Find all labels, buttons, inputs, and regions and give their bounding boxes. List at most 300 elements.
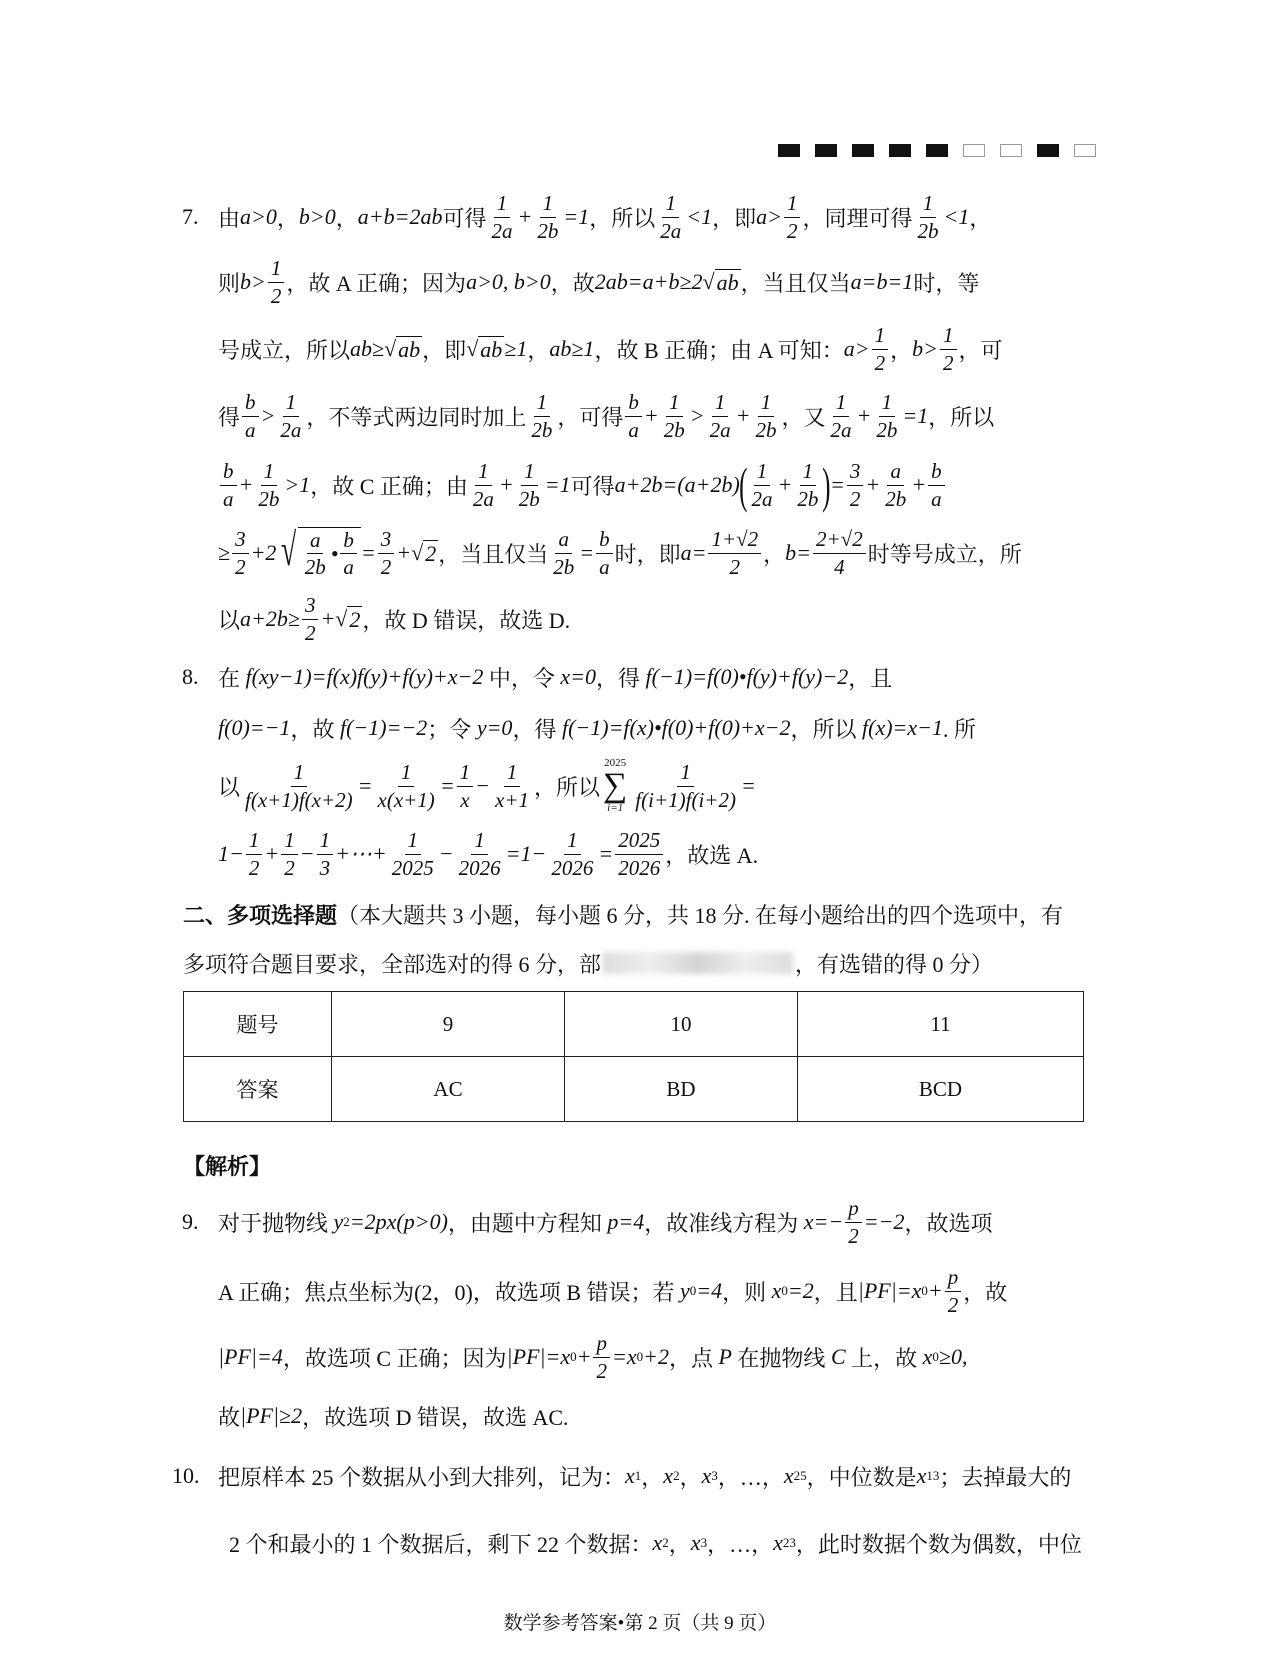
fraction-numerator: 1 [246, 828, 263, 854]
math-base: x [652, 1530, 663, 1555]
math-subscript [663, 1463, 679, 1489]
math-expression: |PF|=4 [218, 1344, 283, 1369]
fraction-denominator: x+1 [495, 787, 530, 812]
fraction-numerator: 1 [317, 828, 334, 854]
square-root [276, 523, 360, 579]
fraction-wrap [373, 760, 440, 811]
fraction-numerator: 1 [405, 828, 422, 854]
fraction-wrap [300, 593, 321, 644]
math-expression: + [498, 472, 514, 497]
table-cell: 11 [798, 992, 1084, 1057]
square-root [466, 336, 504, 363]
fraction-denominator: 2 [270, 283, 282, 308]
text-line [218, 455, 1102, 515]
text-run: ，故 D 错误，故选 D. [362, 607, 571, 633]
fraction-numerator: p [593, 1331, 610, 1357]
radicand: ab [480, 336, 503, 362]
fraction-denominator: 2 [947, 1292, 959, 1317]
fraction-wrap [240, 390, 261, 441]
math-expression: − [299, 841, 315, 866]
fraction [813, 527, 866, 578]
text-run: ，当且仅当 [740, 270, 851, 296]
math-subscript [691, 1530, 707, 1556]
fraction-numerator: b [928, 459, 945, 485]
text-run: ，同理可得 [802, 205, 913, 231]
math-expression: + [777, 472, 793, 497]
math-expression: a+2b≥ [240, 606, 300, 631]
math-expression: + [238, 472, 254, 497]
fraction [632, 760, 739, 811]
math-expression: ≥ [218, 540, 231, 565]
fraction-denominator: 2026 [551, 855, 594, 880]
empty-marker-block [1074, 144, 1096, 157]
math-expression: + [643, 403, 659, 428]
fraction-denominator: 2a [830, 417, 852, 442]
fraction [457, 760, 474, 811]
fraction-numerator: 1 [268, 256, 285, 282]
fraction-wrap [613, 828, 665, 879]
text-run: 以 [218, 607, 241, 633]
subscript: 0 [689, 1283, 697, 1298]
fraction-denominator: 4 [834, 554, 845, 579]
fraction-denominator: 2b [518, 486, 540, 511]
math-expression: ab≥ [350, 336, 385, 361]
big-parenthesis [822, 457, 831, 513]
fraction-denominator: 2a [280, 417, 302, 442]
fraction [752, 390, 779, 441]
fraction [708, 527, 761, 578]
subscript: 13 [926, 1468, 940, 1483]
fraction [340, 528, 357, 579]
text-run: ，则 [722, 1279, 772, 1305]
fraction-numerator: b [242, 390, 259, 416]
table-cell: BD [565, 1057, 798, 1122]
math-expression: <1 [943, 204, 970, 229]
math-expression: a=b=1 [850, 269, 914, 294]
fraction-wrap [706, 527, 763, 578]
text-run: ，所以 [589, 205, 656, 231]
fraction [516, 459, 543, 510]
fraction-wrap [468, 459, 499, 510]
fraction-wrap [279, 828, 300, 879]
fraction-denominator: 2026 [618, 855, 661, 880]
fraction-denominator: 2 [729, 554, 741, 579]
text-line [218, 698, 1102, 758]
fraction [232, 527, 249, 578]
fraction [470, 459, 497, 510]
fraction-wrap [526, 390, 557, 441]
text-run: 可得 [570, 473, 615, 499]
fraction [268, 256, 285, 307]
fraction [220, 459, 237, 510]
fraction-denominator: 2 [849, 486, 861, 511]
math-expression: a>0, b>0 [466, 269, 551, 294]
text-run: ，当且仅当 [438, 541, 549, 567]
fraction-wrap [275, 390, 306, 441]
fraction-denominator: 2025 [391, 855, 434, 880]
fraction-numerator: 1 [521, 459, 538, 485]
math-base: x [916, 1463, 927, 1488]
fraction-denominator: 2 [248, 855, 260, 880]
fraction-numerator: 1 [940, 323, 957, 349]
math-expression: |PF|= [857, 1278, 912, 1303]
math-expression: = [357, 773, 373, 798]
fraction-denominator: 2b [531, 417, 553, 442]
text-run: ，…， [707, 1531, 774, 1557]
table-row [184, 992, 1084, 1057]
fraction-denominator: 2b [304, 555, 326, 579]
fraction-wrap [705, 390, 736, 441]
fraction [302, 528, 329, 579]
math-base: x [625, 1463, 635, 1488]
fraction-numerator: 1 [534, 390, 551, 416]
math-expression: f(−1)=f(0)•f(y)+f(y)−2 [645, 664, 849, 689]
fraction [828, 390, 855, 441]
fraction-numerator: 1 [754, 459, 771, 485]
fraction [492, 760, 532, 811]
math-subscript [912, 1278, 928, 1304]
radical-sign-icon: √ [411, 539, 424, 565]
math-expression: C [830, 1344, 846, 1369]
text-run: ，…， [717, 1464, 784, 1490]
math-subscript [923, 1344, 939, 1370]
fraction [657, 191, 684, 242]
text-run: 中，令 [483, 665, 561, 691]
sigma-icon: ∑ [603, 767, 628, 804]
question-number: 7. [182, 204, 199, 229]
fraction-numerator: 3 [302, 593, 319, 619]
math-expression: f(0)=−1 [218, 715, 291, 740]
table-cell: AC [332, 1057, 565, 1122]
fraction-wrap [218, 459, 239, 510]
fraction-numerator: 1 [666, 390, 683, 416]
fraction [281, 828, 298, 879]
fraction-denominator: 2b [885, 486, 907, 511]
superscript: 2 [343, 1214, 350, 1229]
summation-lower: i=1 [607, 802, 624, 814]
fraction-denominator: a [223, 486, 234, 511]
fraction-numerator: 1 [800, 459, 817, 485]
text-run: ，又 [781, 404, 826, 430]
fraction-wrap [548, 527, 579, 578]
fraction-numerator: 1 [398, 760, 415, 786]
text-run: ，由题中方程知 [447, 1210, 608, 1236]
fraction-numerator: 1 [564, 828, 581, 854]
text-run: ， [763, 541, 786, 567]
fraction-denominator: 2a [709, 417, 731, 442]
text-run: 多项符合题目要求，全部选对的得 6 分，部 [183, 951, 602, 977]
fraction-numerator: 3 [232, 527, 249, 553]
page-footer: 数学参考答案•第 2 页（共 9 页） [503, 1613, 777, 1634]
fraction-wrap [782, 191, 803, 242]
subscript: 0 [636, 1349, 644, 1364]
fraction-denominator: 2 [848, 1223, 859, 1248]
fraction-wrap [871, 390, 902, 441]
text-line [218, 386, 1102, 446]
fraction-numerator: 3 [378, 527, 395, 553]
fraction-wrap [490, 760, 534, 811]
fraction-denominator: 2 [943, 350, 954, 375]
math-expression: − [438, 841, 454, 866]
math-expression: x=− [803, 1209, 844, 1234]
fraction-numerator: 1 [261, 459, 278, 485]
math-base: y [333, 1209, 344, 1234]
math-expression: + [856, 403, 872, 428]
fraction [882, 459, 909, 510]
math-expression: 1− [218, 841, 244, 866]
multiply-dot-icon: • [330, 540, 339, 566]
subscript: 25 [793, 1468, 807, 1483]
fraction [707, 390, 734, 441]
empty-marker-block [963, 144, 985, 157]
radicand: ab [398, 336, 421, 362]
fraction-denominator: 2 [380, 554, 392, 579]
summation-wrap [600, 758, 630, 814]
math-subscript [627, 1344, 643, 1370]
text-line [218, 252, 1102, 312]
fraction-denominator: 2b [663, 417, 685, 442]
math-base: x [911, 1278, 922, 1303]
fraction [242, 760, 356, 811]
fraction-wrap [240, 760, 358, 811]
fraction-numerator: 1 [712, 390, 729, 416]
text-run: ， [276, 205, 299, 231]
text-run: 时等号成立，所 [867, 541, 1022, 567]
fraction-wrap [244, 828, 265, 879]
square-root [411, 540, 438, 567]
math-expression: = [579, 540, 595, 565]
math-expression: = [830, 472, 845, 497]
subscript: 0 [921, 1283, 928, 1298]
math-expression: |PF|= [506, 1344, 561, 1369]
text-line [218, 1327, 1102, 1387]
text-run: 故 [218, 1404, 241, 1430]
math-subscript [560, 1344, 576, 1370]
math-expression: y=0 [476, 715, 513, 740]
text-run: 把原样本 25 个数据从小到大排列，记为： [218, 1464, 626, 1490]
text-run: 对于抛物线 [218, 1210, 334, 1236]
fraction-denominator: 2b [553, 554, 575, 579]
fraction-numerator: 1 [758, 390, 775, 416]
fraction-denominator: a [245, 417, 256, 442]
math-expression: f(−1)=f(x)•f(0)+f(0)+x−2 [561, 715, 791, 740]
math-expression: f(xy−1)=f(x)f(y)+f(y)+x−2 [245, 664, 484, 689]
fraction-denominator: 2a [491, 218, 513, 243]
text-run: ，故选项 [904, 1210, 993, 1236]
radical-sign-icon: √ [335, 605, 348, 631]
text-run: ，即 [422, 337, 467, 363]
math-subscript [625, 1463, 641, 1489]
math-expression: + [911, 472, 927, 497]
fraction-denominator: 2b [258, 486, 280, 511]
fraction [277, 390, 304, 441]
math-subscript [917, 1463, 940, 1489]
text-run: 上，故 [845, 1345, 923, 1371]
blur-patch [603, 952, 793, 974]
math-expression: ≥0 [938, 1344, 962, 1369]
text-run: ，点 [668, 1345, 719, 1371]
text-run: ，故 [550, 270, 595, 296]
table-row [184, 1057, 1084, 1122]
text-run: 可得 [442, 205, 487, 231]
fraction [945, 1265, 962, 1316]
question-number: 10. [172, 1463, 200, 1488]
fraction [928, 459, 945, 510]
fraction-wrap [630, 760, 741, 811]
math-base: x [690, 1530, 701, 1555]
math-expression: P [718, 1344, 732, 1369]
fraction-numerator: 1 [784, 191, 801, 217]
fraction-wrap [266, 256, 287, 307]
fraction-wrap [623, 390, 644, 441]
fraction [255, 459, 282, 510]
fraction [872, 323, 889, 374]
fraction [914, 191, 941, 242]
text-run: ，所以 [790, 716, 862, 742]
math-expression: a+2b=(a+2b) [614, 472, 740, 497]
square-root [335, 606, 362, 633]
fraction-wrap [454, 828, 506, 879]
summation [603, 758, 627, 814]
radical-sign-icon: √ [281, 523, 297, 575]
math-expression: |PF|≥2 [240, 1403, 303, 1428]
fraction-numerator: 2+√2 [813, 527, 866, 553]
fraction [456, 828, 504, 879]
text-line [229, 1513, 1102, 1573]
text-run: ，得 [512, 716, 562, 742]
math-expression: =1− [505, 841, 547, 866]
text-run: （本大题共 3 小题，每小题 6 分，共 18 分. 在每小题给出的四个选项中，有 [337, 902, 1064, 928]
math-expression: a= [680, 540, 707, 565]
math-subscript [772, 1278, 788, 1304]
fraction-wrap [792, 459, 823, 510]
fraction-denominator: 2 [596, 1358, 607, 1383]
radicand: 2 [349, 606, 361, 632]
fraction-denominator: 2b [755, 417, 777, 442]
math-expression: > [260, 403, 276, 428]
fraction [784, 191, 801, 242]
fraction [845, 1196, 862, 1247]
text-run: ，有选错的得 0 分） [795, 951, 994, 977]
text-run: ，故 [290, 716, 340, 742]
fraction-denominator: x(x+1) [377, 787, 435, 812]
fraction-numerator: b [596, 527, 613, 553]
text-run: ；令 [427, 716, 477, 742]
fraction-numerator: 1 [475, 459, 492, 485]
math-expression: =1 [563, 204, 590, 229]
text-run: 时，等 [913, 270, 980, 296]
text-run: ，所以 [534, 774, 601, 800]
fraction-numerator: 1 [281, 828, 298, 854]
fraction-numerator: 1 [457, 760, 474, 786]
math-expression: − [475, 773, 491, 798]
fraction-wrap [655, 191, 686, 242]
radical-sign-icon: √ [384, 335, 397, 361]
fraction-wrap [253, 459, 284, 510]
fraction [593, 1331, 610, 1382]
radicand [298, 527, 361, 579]
fraction-denominator: a [931, 486, 942, 511]
math-base: y [680, 1278, 690, 1303]
filled-marker-block [852, 144, 874, 157]
fraction-denominator: f(i+1)f(i+2) [635, 787, 736, 812]
math-expression: =4 [696, 1278, 723, 1303]
fraction [375, 760, 438, 811]
fraction-wrap [750, 390, 781, 441]
math-expression: + [927, 1278, 943, 1303]
text-run: ， [890, 337, 913, 363]
fraction [847, 459, 864, 510]
math-expression: f(−1)=−2 [339, 715, 428, 740]
fraction-denominator: 2a [751, 486, 773, 511]
subscript: 3 [711, 1468, 718, 1483]
fraction-wrap [926, 459, 947, 510]
text-line [182, 187, 1102, 247]
text-run: A 正确；焦点坐标为(2，0)，故选项 B 错误；若 [218, 1279, 681, 1305]
fraction-wrap [845, 459, 866, 510]
blurred-text [601, 952, 795, 974]
table-cell: 答案 [184, 1057, 332, 1122]
fraction [389, 828, 437, 879]
fraction-denominator: 2 [235, 554, 246, 579]
text-run: 时，即 [614, 541, 681, 567]
fraction [873, 390, 900, 441]
fraction-wrap [747, 459, 778, 510]
text-line [218, 589, 1102, 649]
math-base: x [922, 1344, 933, 1369]
question-number: 8. [182, 664, 199, 689]
math-expression: =−2 [863, 1209, 905, 1234]
math-expression: p=4 [607, 1209, 645, 1234]
subscript: 2 [673, 1468, 680, 1483]
math-expression: >1 [284, 472, 311, 497]
filled-marker-block [889, 144, 911, 157]
fraction-denominator: 2b [876, 417, 898, 442]
big-parenthesis [739, 457, 748, 513]
section-heading: 二、多项选择题 [183, 902, 338, 928]
fraction-numerator: 1 [879, 390, 896, 416]
square-root [703, 269, 741, 296]
radical-sign-icon: √ [702, 268, 715, 294]
subscript: 2 [662, 1535, 669, 1550]
fraction-denominator: 2b [797, 486, 819, 511]
subscript: 1 [634, 1468, 642, 1483]
fraction-numerator: 1 [662, 191, 679, 217]
page-marker-blocks [778, 144, 1096, 157]
fraction-denominator: 2 [874, 350, 886, 375]
text-line [172, 1446, 1102, 1506]
fraction-wrap [826, 390, 857, 441]
math-base: x [701, 1463, 712, 1488]
math-base: x [783, 1463, 794, 1488]
fraction-wrap [943, 1265, 964, 1316]
fraction-denominator: 2 [786, 218, 798, 243]
text-run: ，故 C 正确；由 [310, 473, 468, 499]
math-expression: = [439, 773, 455, 798]
text-line [218, 319, 1102, 379]
text-run: ，且 [813, 1279, 858, 1305]
math-expression: + [576, 1344, 592, 1369]
math-expression: 2ab=a+b≥2 [594, 269, 703, 294]
fraction-numerator: p [845, 1196, 862, 1222]
text-run: ，可得 [557, 404, 624, 430]
text-line [218, 523, 1102, 583]
math-subscript [653, 1530, 669, 1556]
fraction-wrap [912, 191, 943, 242]
math-base: x [773, 1530, 783, 1555]
fraction [378, 527, 395, 578]
filled-marker-block [778, 144, 800, 157]
